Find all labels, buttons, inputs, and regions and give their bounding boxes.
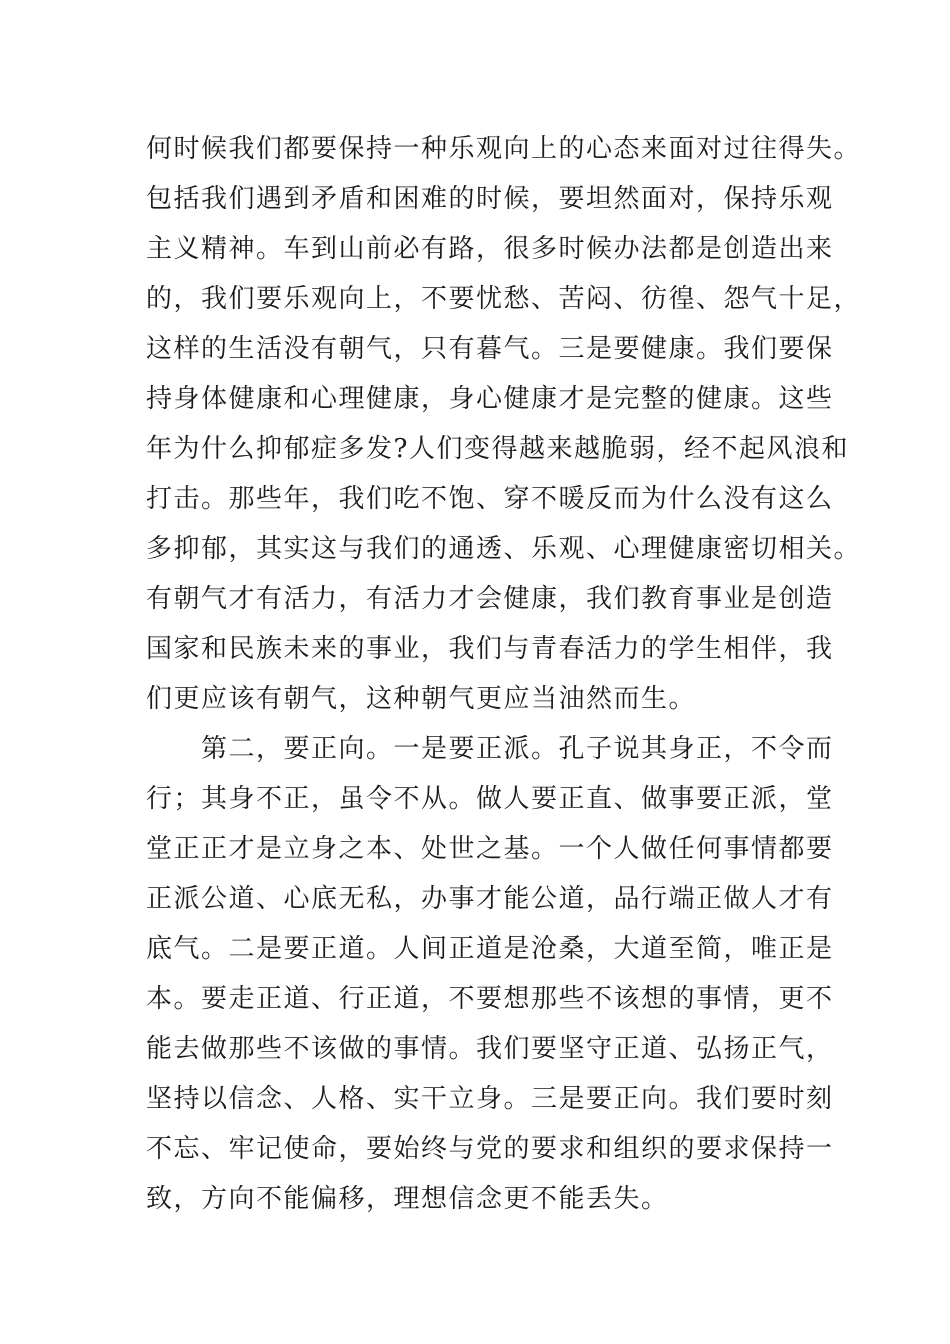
text-line: 行；其身不正，虽令不从。做人要正直、做事要正派，堂 bbox=[146, 784, 834, 814]
text-line: 这样的生活没有朝气，只有暮气。三是要健康。我们要保 bbox=[146, 334, 834, 364]
text-line: 坚持以信念、人格、实干立身。三是要正向。我们要时刻 bbox=[146, 1084, 834, 1114]
text-line: 持身体健康和心理健康，身心健康才是完整的健康。这些 bbox=[146, 384, 834, 414]
text-line: 不忘、牢记使命，要始终与党的要求和组织的要求保持一 bbox=[146, 1134, 834, 1164]
text-line: 主义精神。车到山前必有路，很多时候办法都是创造出来 bbox=[146, 234, 834, 264]
text-line: 有朝气才有活力，有活力才会健康，我们教育事业是创造 bbox=[146, 584, 834, 614]
text-line: 多抑郁，其实这与我们的通透、乐观、心理健康密切相关。 bbox=[146, 534, 862, 564]
text-line: 何时候我们都要保持一种乐观向上的心态来面对过往得失。 bbox=[146, 134, 862, 164]
text-line: 的，我们要乐观向上，不要忧愁、苦闷、彷徨、怨气十足， bbox=[146, 284, 862, 314]
text-line: 底气。二是要正道。人间正道是沧桑，大道至简，唯正是 bbox=[146, 934, 834, 964]
text-line: 国家和民族未来的事业，我们与青春活力的学生相伴，我 bbox=[146, 634, 834, 664]
text-line: 年为什么抑郁症多发?人们变得越来越脆弱，经不起风浪和 bbox=[146, 434, 849, 464]
text-line: 们更应该有朝气，这种朝气更应当油然而生。 bbox=[146, 684, 697, 714]
paragraph-start-line: 第二，要正向。一是要正派。孔子说其身正，不令而 bbox=[146, 734, 834, 764]
text-line: 打击。那些年，我们吃不饱、穿不暖反而为什么没有这么 bbox=[146, 484, 834, 514]
text-line: 致，方向不能偏移，理想信念更不能丢失。 bbox=[146, 1184, 669, 1214]
text-line: 包括我们遇到矛盾和困难的时候，要坦然面对，保持乐观 bbox=[146, 184, 834, 214]
text-line: 本。要走正道、行正道，不要想那些不该想的事情，更不 bbox=[146, 984, 834, 1014]
text-line: 能去做那些不该做的事情。我们要坚守正道、弘扬正气， bbox=[146, 1034, 834, 1064]
text-line: 堂正正才是立身之本、处世之基。一个人做任何事情都要 bbox=[146, 834, 834, 864]
text-line: 正派公道、心底无私，办事才能公道，品行端正做人才有 bbox=[146, 884, 834, 914]
